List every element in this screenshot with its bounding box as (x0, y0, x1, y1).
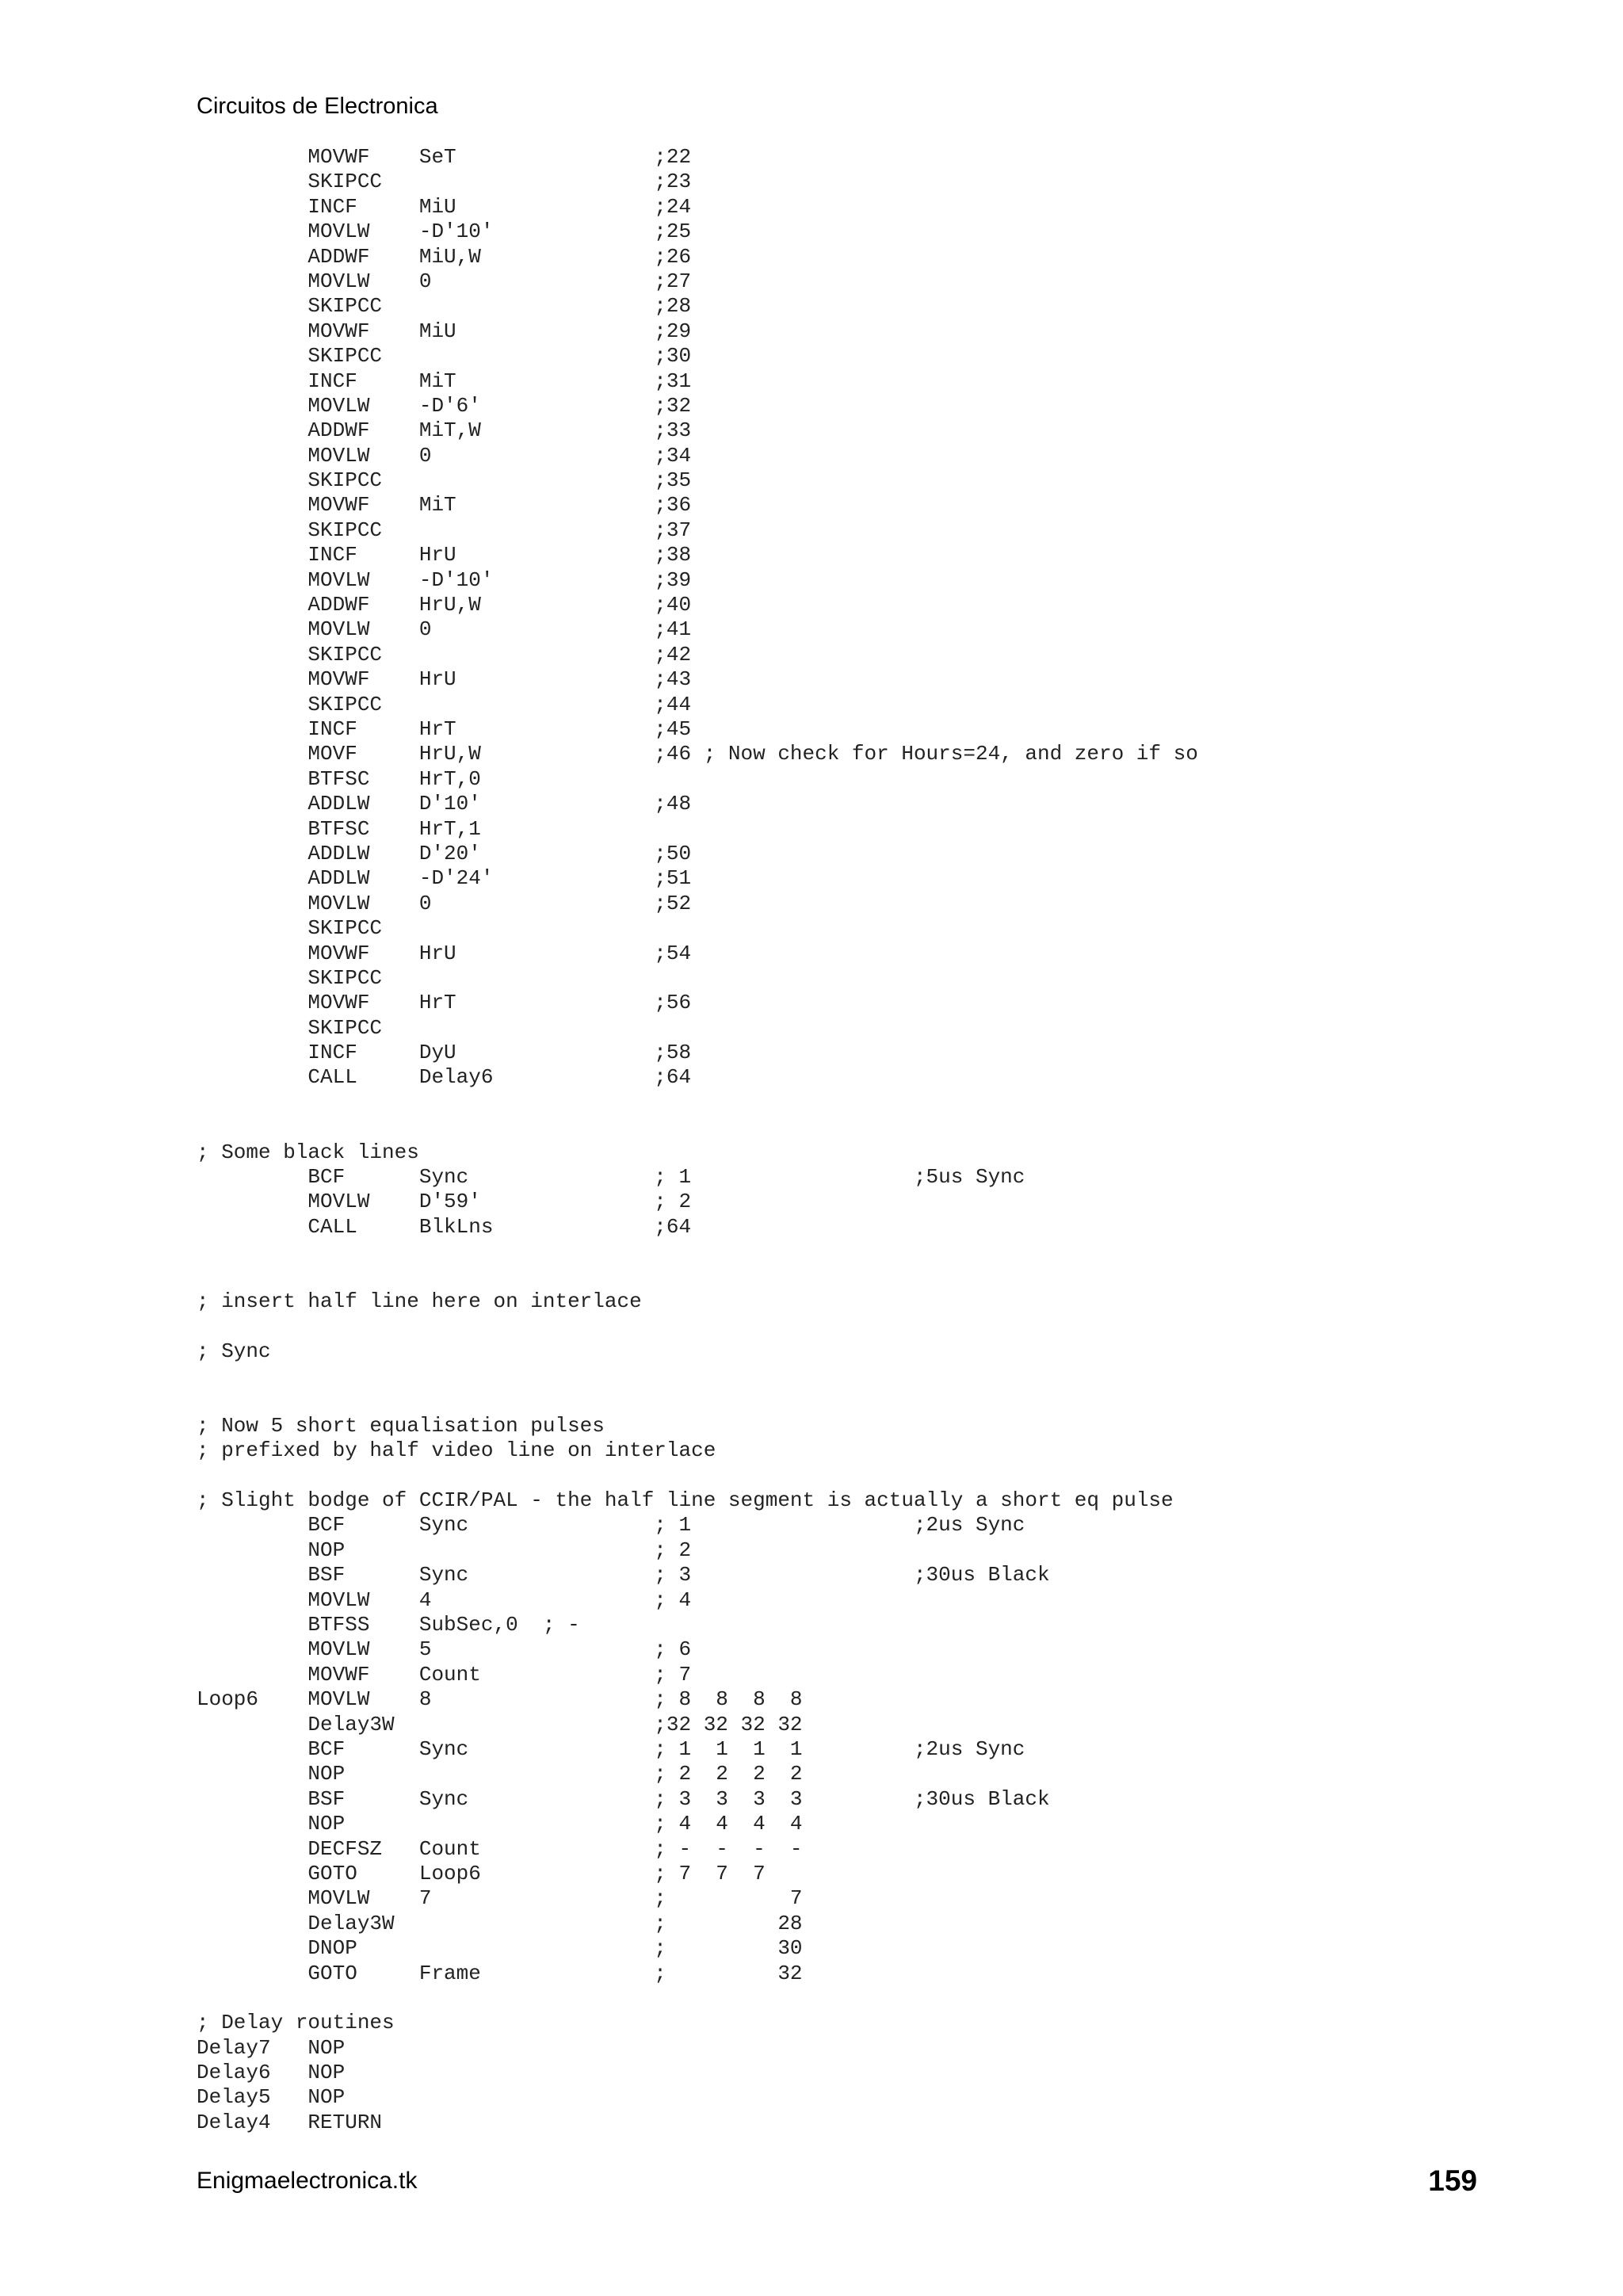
code-line: MOVWF HrU ;43 (197, 667, 692, 692)
code-line: BSF Sync ; 3 3 3 3 ;30us Black (197, 1786, 1050, 1811)
code-line: ; Delay routines (197, 2011, 395, 2035)
code-line: NOP ; 2 2 2 2 (197, 1762, 803, 1786)
code-line: DNOP ; 30 (197, 1936, 803, 1961)
code-line: MOVLW 0 ;27 (197, 269, 692, 293)
code-line: MOVLW 7 ; 7 (197, 1886, 803, 1911)
page-number: 159 (1428, 2164, 1477, 2197)
footer-website: Enigmaelectronica.tk (197, 2168, 418, 2194)
code-line: MOVWF HrT ;56 (197, 991, 692, 1015)
assembly-code-listing (197, 145, 1198, 2135)
code-line: MOVWF MiU ;29 (197, 319, 692, 343)
code-line: BCF Sync ; 1 1 1 1 ;2us Sync (197, 1737, 1025, 1761)
code-line (197, 1986, 1198, 2011)
code-line: ADDWF HrU,W ;40 (197, 593, 692, 617)
code-line: Delay4 RETURN (197, 2110, 383, 2134)
code-line: BSF Sync ; 3 ;30us Black (197, 1563, 1050, 1587)
code-line: MOVF HrU,W ;46 ; Now check for Hours=24, and zero if so (197, 742, 1198, 766)
code-line: SKIPCC (197, 965, 383, 990)
code-line: SKIPCC ;44 (197, 692, 692, 716)
code-line: MOVLW 0 ;52 (197, 891, 692, 915)
code-line: NOP ; 2 (197, 1538, 692, 1562)
code-line: ADDWF MiT,W ;33 (197, 418, 692, 443)
code-line: MOVWF MiT ;36 (197, 493, 692, 518)
code-line: Delay3W ; 28 (197, 1911, 803, 1935)
code-line: MOVWF SeT ;22 (197, 145, 692, 169)
code-line: SKIPCC ;28 (197, 294, 692, 319)
code-line (197, 1240, 1198, 1264)
code-line: ; Sync (197, 1339, 271, 1363)
code-line: Delay7 NOP (197, 2035, 346, 2060)
code-line: GOTO Loop6 ; 7 7 7 (197, 1861, 766, 1885)
code-line: SKIPCC ;35 (197, 468, 692, 493)
code-line: SKIPCC (197, 916, 383, 941)
page-header-title: Circuitos de Electronica (197, 94, 438, 119)
code-line: MOVLW 4 ; 4 (197, 1587, 692, 1612)
code-line: BTFSC HrT,0 (197, 766, 481, 791)
code-line: INCF HrU ;38 (197, 543, 692, 567)
code-line (197, 1364, 1198, 1389)
code-line: ; Slight bodge of CCIR/PAL - the half line segment is actually a short eq pulse (197, 1488, 1174, 1513)
code-line: MOVLW -D'10' ;25 (197, 220, 692, 244)
code-line: ; insert half line here on interlace (197, 1289, 642, 1313)
code-line: Delay5 NOP (197, 2085, 346, 2110)
code-line: BCF Sync ; 1 ;2us Sync (197, 1513, 1025, 1538)
code-line: MOVLW 0 ;41 (197, 617, 692, 642)
code-line: ; Some black lines (197, 1140, 419, 1164)
code-line: SKIPCC ;37 (197, 518, 692, 542)
code-line (197, 1389, 1198, 1414)
code-line: MOVLW 5 ; 6 (197, 1637, 692, 1662)
code-line: GOTO Frame ; 32 (197, 1961, 803, 1985)
code-line: BTFSS SubSec,0 ; - (197, 1613, 580, 1637)
code-line: MOVWF Count ; 7 (197, 1662, 692, 1687)
code-line: NOP ; 4 4 4 4 (197, 1812, 803, 1836)
code-line: Delay3W ;32 32 32 32 (197, 1712, 803, 1736)
code-line: BCF Sync ; 1 ;5us Sync (197, 1165, 1025, 1190)
code-line (197, 1314, 1198, 1339)
code-line: Delay6 NOP (197, 2061, 346, 2085)
code-line (197, 1464, 1198, 1488)
code-line: INCF HrT ;45 (197, 716, 692, 741)
code-line: BTFSC HrT,1 (197, 816, 481, 841)
code-line: SKIPCC (197, 1015, 383, 1040)
code-line: SKIPCC ;23 (197, 170, 692, 194)
code-line: INCF DyU ;58 (197, 1041, 692, 1065)
code-line: ADDLW D'20' ;50 (197, 841, 692, 865)
code-line (197, 1115, 1198, 1140)
code-line: MOVWF HrU ;54 (197, 941, 692, 965)
code-line (197, 1265, 1198, 1289)
code-line: ADDLW -D'24' ;51 (197, 866, 692, 891)
code-line: ; prefixed by half video line on interlace (197, 1438, 716, 1463)
code-line: Loop6 MOVLW 8 ; 8 8 8 8 (197, 1687, 803, 1712)
code-line: SKIPCC ;42 (197, 642, 692, 667)
code-line: DECFSZ Count ; - - - - (197, 1836, 803, 1861)
code-line: CALL BlkLns ;64 (197, 1214, 692, 1239)
code-line: MOVLW -D'6' ;32 (197, 393, 692, 418)
code-line: MOVLW 0 ;34 (197, 443, 692, 468)
code-line: ADDWF MiU,W ;26 (197, 244, 692, 269)
code-line: SKIPCC ;30 (197, 344, 692, 369)
code-line (197, 1091, 1198, 1115)
code-line: MOVLW D'59' ; 2 (197, 1190, 692, 1214)
code-line: ; Now 5 short equalisation pulses (197, 1413, 605, 1438)
code-line: INCF MiU ;24 (197, 194, 692, 219)
code-line: MOVLW -D'10' ;39 (197, 567, 692, 592)
code-line: CALL Delay6 ;64 (197, 1065, 692, 1090)
code-line: ADDLW D'10' ;48 (197, 792, 692, 816)
code-line: INCF MiT ;31 (197, 369, 692, 393)
